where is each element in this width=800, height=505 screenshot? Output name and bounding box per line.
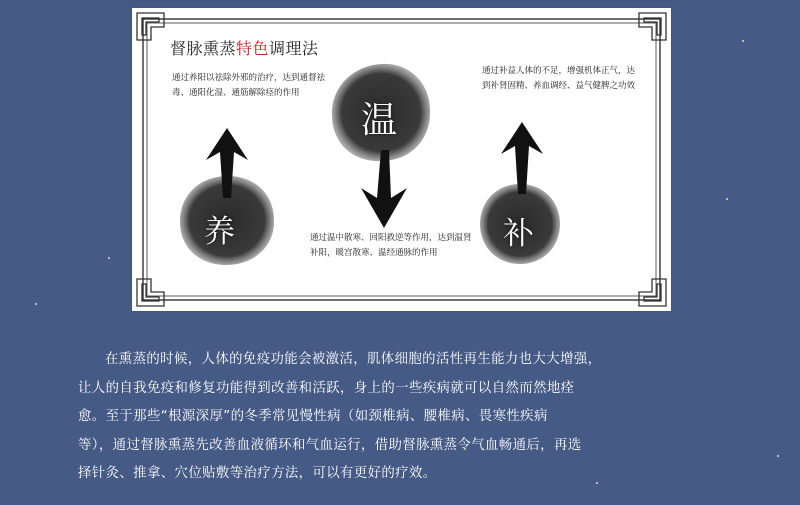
down-arrow-center (359, 148, 409, 230)
paragraph-line: 等），通过督脉熏蒸先改善血液循环和气血运行，借助督脉熏蒸令气血畅通后，再选 (78, 437, 582, 453)
bu-char: 补 (503, 216, 534, 252)
background-star (726, 198, 728, 200)
diagram-title: 督脉熏蒸特色调理法 (170, 39, 319, 58)
bu-description: 通过补益人体的不足，增强机体正气，达到补肾固精、养血调经、益气健脾之功效 (482, 66, 636, 91)
paragraph-line: 择针灸、推拿、穴位贴敷等治疗方法，可以有更好的疗效。 (78, 466, 437, 481)
paragraph-line: 让人的自我免疫和修复功能得到改善和活跃，身上的一些疾病就可以自然而然地痊 (78, 380, 575, 396)
title-highlight: 特色 (236, 39, 270, 58)
wen-description: 通过温中散寒、回阳救逆等作用，达到温肾补阳，暖宫散寒、温经通脉的作用 (310, 233, 472, 258)
yang-char: 养 (204, 214, 235, 250)
up-arrow-right (499, 120, 545, 196)
body-paragraph (78, 346, 724, 489)
diagram-card (132, 8, 671, 311)
background-star (35, 303, 37, 305)
paragraph-line: 愈。至于那些“根源深厚”的冬季常见慢性病（如颈椎病、腰椎病、畏寒性疾病 (78, 409, 548, 424)
background-star (777, 455, 779, 457)
background-star (108, 257, 110, 259)
wen-char: 温 (361, 100, 398, 141)
up-arrow-left (204, 126, 250, 200)
background-star (742, 40, 744, 42)
paragraph-line: 在熏蒸的时候，人体的免疫功能会被激活，肌体细胞的活性再生能力也大大增强， (105, 352, 602, 367)
yang-description: 通过养阳以祛除外邪的治疗，达到通督祛毒、通阳化湿、通筋解除痉的作用 (172, 73, 326, 98)
